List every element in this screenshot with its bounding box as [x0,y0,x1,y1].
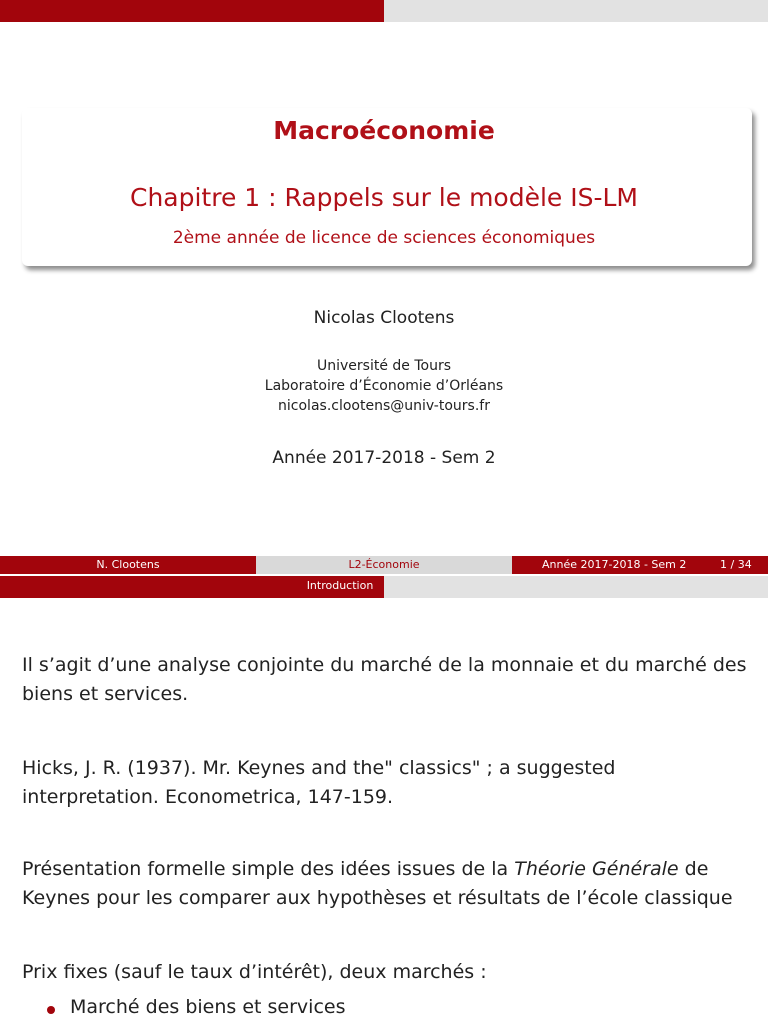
presentation-subtitle: Chapitre 1 : Rappels sur le modèle IS-LM [130,183,638,212]
presentation-course: 2ème année de licence de sciences économiques [172,228,596,248]
footer-right [512,556,768,574]
bullet-icon [47,1006,55,1014]
presentation-title: Macroéconomie [273,116,495,145]
section-bar-empty [384,576,768,598]
progress-bar-filled [0,0,384,22]
footer-course: L2-Économie [256,556,512,574]
paragraph-3-end: de Keynes pour les comparer aux hypothèses et résultats de l’école classique [22,858,733,909]
bullet-item: Marché des biens et services [70,996,346,1018]
author-email: nicolas.clootens@univ-tours.fr [278,398,490,414]
paragraph-2: Hicks, J. R. (1937). Mr. Keynes and the" classics" ; a suggested interpretation. Econometrica, 147-159. [22,757,616,808]
progress-bar-empty [384,0,768,22]
institution-lab: Laboratoire d’Économie d’Orléans [264,378,504,394]
institution-university: Université de Tours [316,358,451,374]
paragraph-3-emphasis: Théorie Générale [514,858,679,880]
paragraph-3 [22,855,752,913]
section-title: Introduction [306,579,374,592]
paragraph-4: Prix fixes (sauf le taux d’intérêt), deux marchés : [22,961,487,983]
footer-date: Année 2017-2018 - Sem 2 [542,558,687,571]
paragraph-1: Il s’agit d’une analyse conjointe du marché de la monnaie et du marché des biens et services. [22,654,747,705]
paragraph-3-start: Présentation formelle simple des idées issues de la [22,858,515,880]
presentation-date: Année 2017-2018 - Sem 2 [272,448,496,468]
footer-author: N. Clootens [0,556,256,574]
author-name: Nicolas Clootens [313,308,455,328]
footer-page-number: 1 / 34 [720,558,752,571]
